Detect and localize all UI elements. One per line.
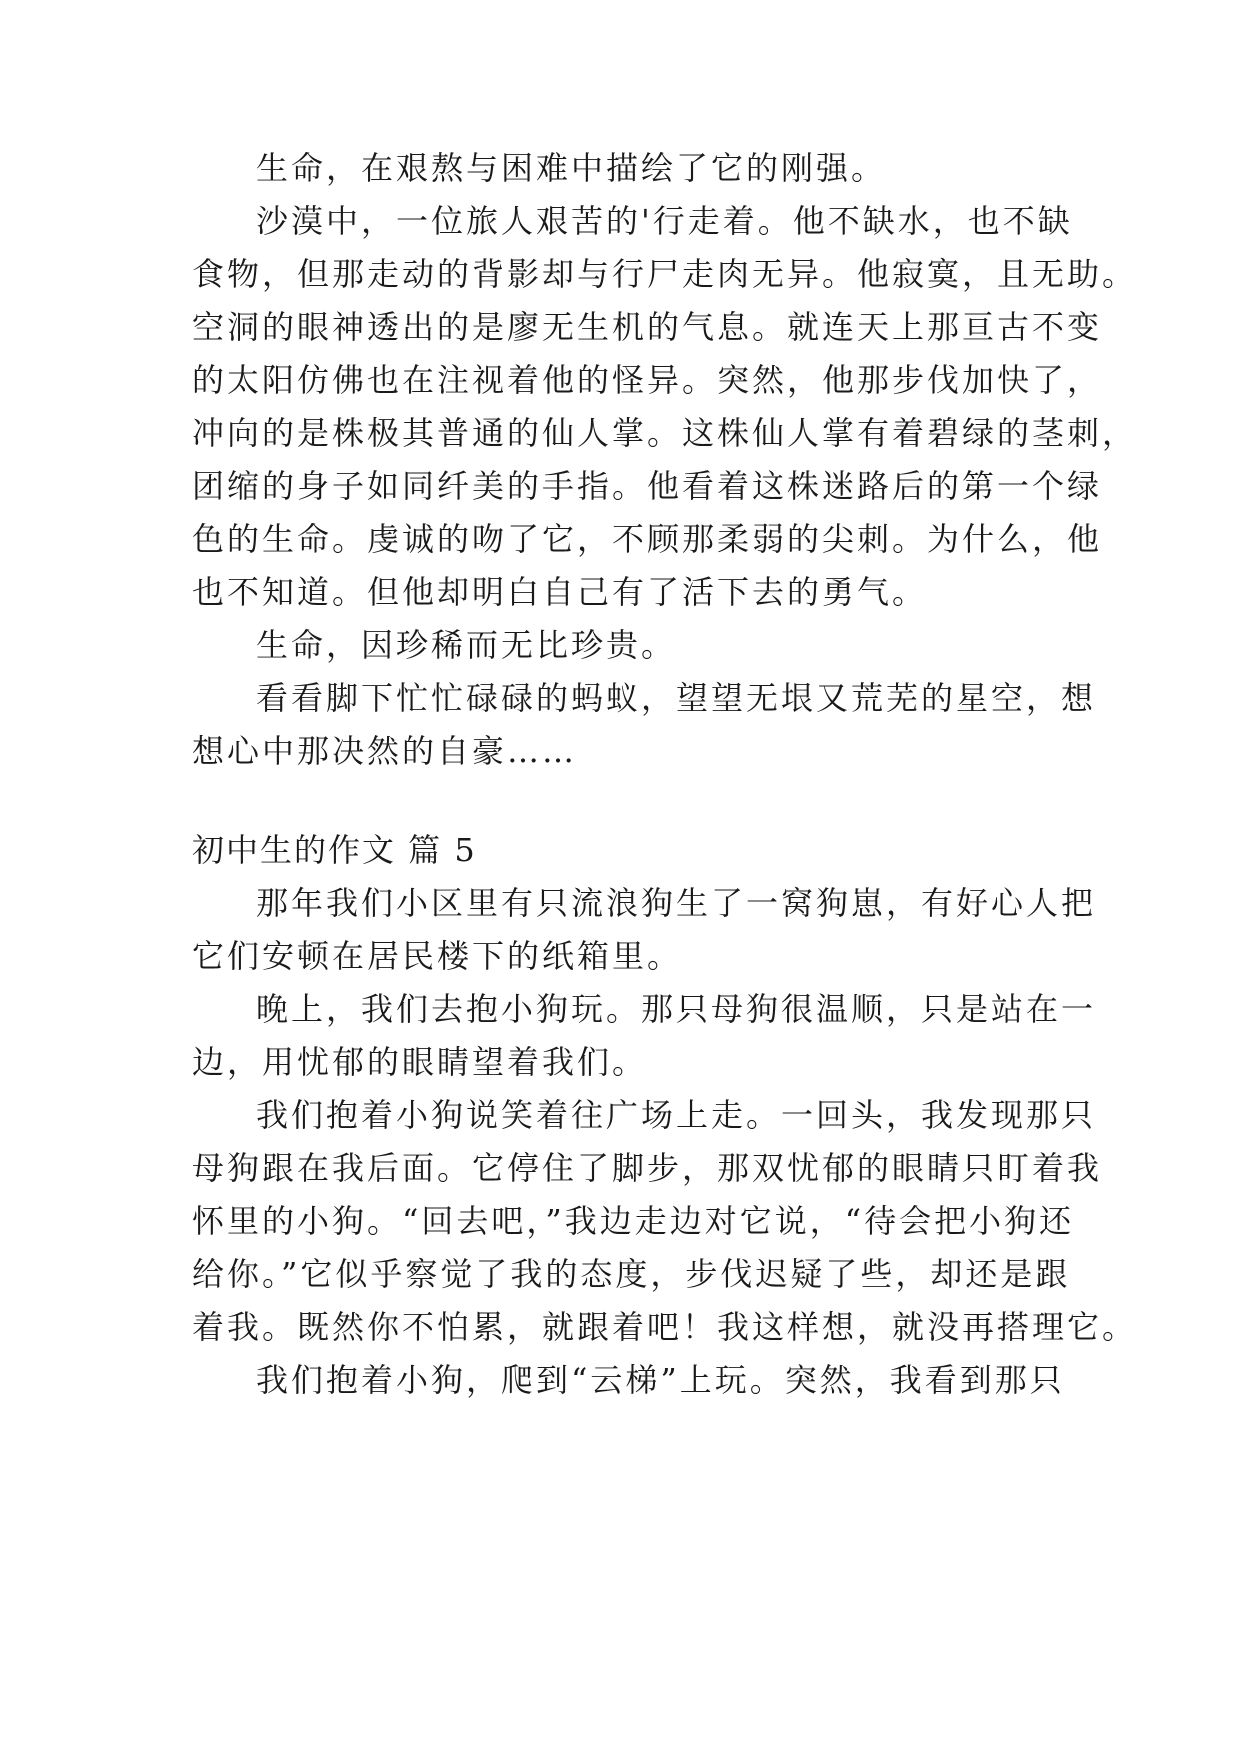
paragraph-line: 色的生命。虔诚的吻了它，不顾那柔弱的尖刺。为什么，他 bbox=[192, 520, 1103, 558]
paragraph-line: 边，用忧郁的眼睛望着我们。 bbox=[192, 1043, 648, 1081]
paragraph-line: 给你。”它似乎察觉了我的态度，步伐迟疑了些，却还是跟 bbox=[192, 1255, 1071, 1293]
paragraph-line: 它们安顿在居民楼下的纸箱里。 bbox=[192, 937, 683, 975]
paragraph-line: 生命，因珍稀而无比珍贵。 bbox=[256, 626, 677, 664]
paragraph-line: 那年我们小区里有只流浪狗生了一窝狗崽，有好心人把 bbox=[256, 884, 1097, 922]
paragraph-line: 食物，但那走动的背影却与行尸走肉无异。他寂寞，且无助。 bbox=[192, 255, 1138, 293]
paragraph-line: 我们抱着小狗，爬到“云梯”上玩。突然，我看到那只 bbox=[256, 1361, 1065, 1399]
paragraph-line: 团缩的身子如同纤美的手指。他看着这株迷路后的第一个绿 bbox=[192, 467, 1103, 505]
paragraph-line: 母狗跟在我后面。它停住了脚步，那双忧郁的眼睛只盯着我 bbox=[192, 1149, 1103, 1187]
section-heading: 初中生的作文 篇 5 bbox=[192, 831, 477, 869]
paragraph-line: 看看脚下忙忙碌碌的蚂蚁，望望无垠又荒芜的星空，想 bbox=[256, 679, 1097, 717]
paragraph-line: 冲向的是株极其普通的仙人掌。这株仙人掌有着碧绿的茎刺， bbox=[192, 414, 1138, 452]
paragraph-line: 我们抱着小狗说笑着往广场上走。一回头，我发现那只 bbox=[256, 1096, 1097, 1134]
paragraph-line: 着我。既然你不怕累，就跟着吧！我这样想，就没再搭理它。 bbox=[192, 1308, 1138, 1346]
paragraph-line: 晚上，我们去抱小狗玩。那只母狗很温顺，只是站在一 bbox=[256, 990, 1097, 1028]
paragraph-line: 的太阳仿佛也在注视着他的怪异。突然，他那步伐加快了， bbox=[192, 361, 1103, 399]
paragraph-line: 生命，在艰熬与困难中描绘了它的刚强。 bbox=[256, 149, 887, 187]
paragraph-line: 沙漠中，一位旅人艰苦的'行走着。他不缺水，也不缺 bbox=[256, 202, 1073, 240]
paragraph-line: 也不知道。但他却明白自己有了活下去的勇气。 bbox=[192, 573, 928, 611]
paragraph-line: 怀里的小狗。“回去吧，”我边走边对它说，“待会把小狗还 bbox=[192, 1202, 1075, 1240]
paragraph-line: 想心中那决然的自豪…… bbox=[192, 732, 578, 770]
paragraph-line: 空洞的眼神透出的是廖无生机的气息。就连天上那亘古不变 bbox=[192, 308, 1103, 346]
